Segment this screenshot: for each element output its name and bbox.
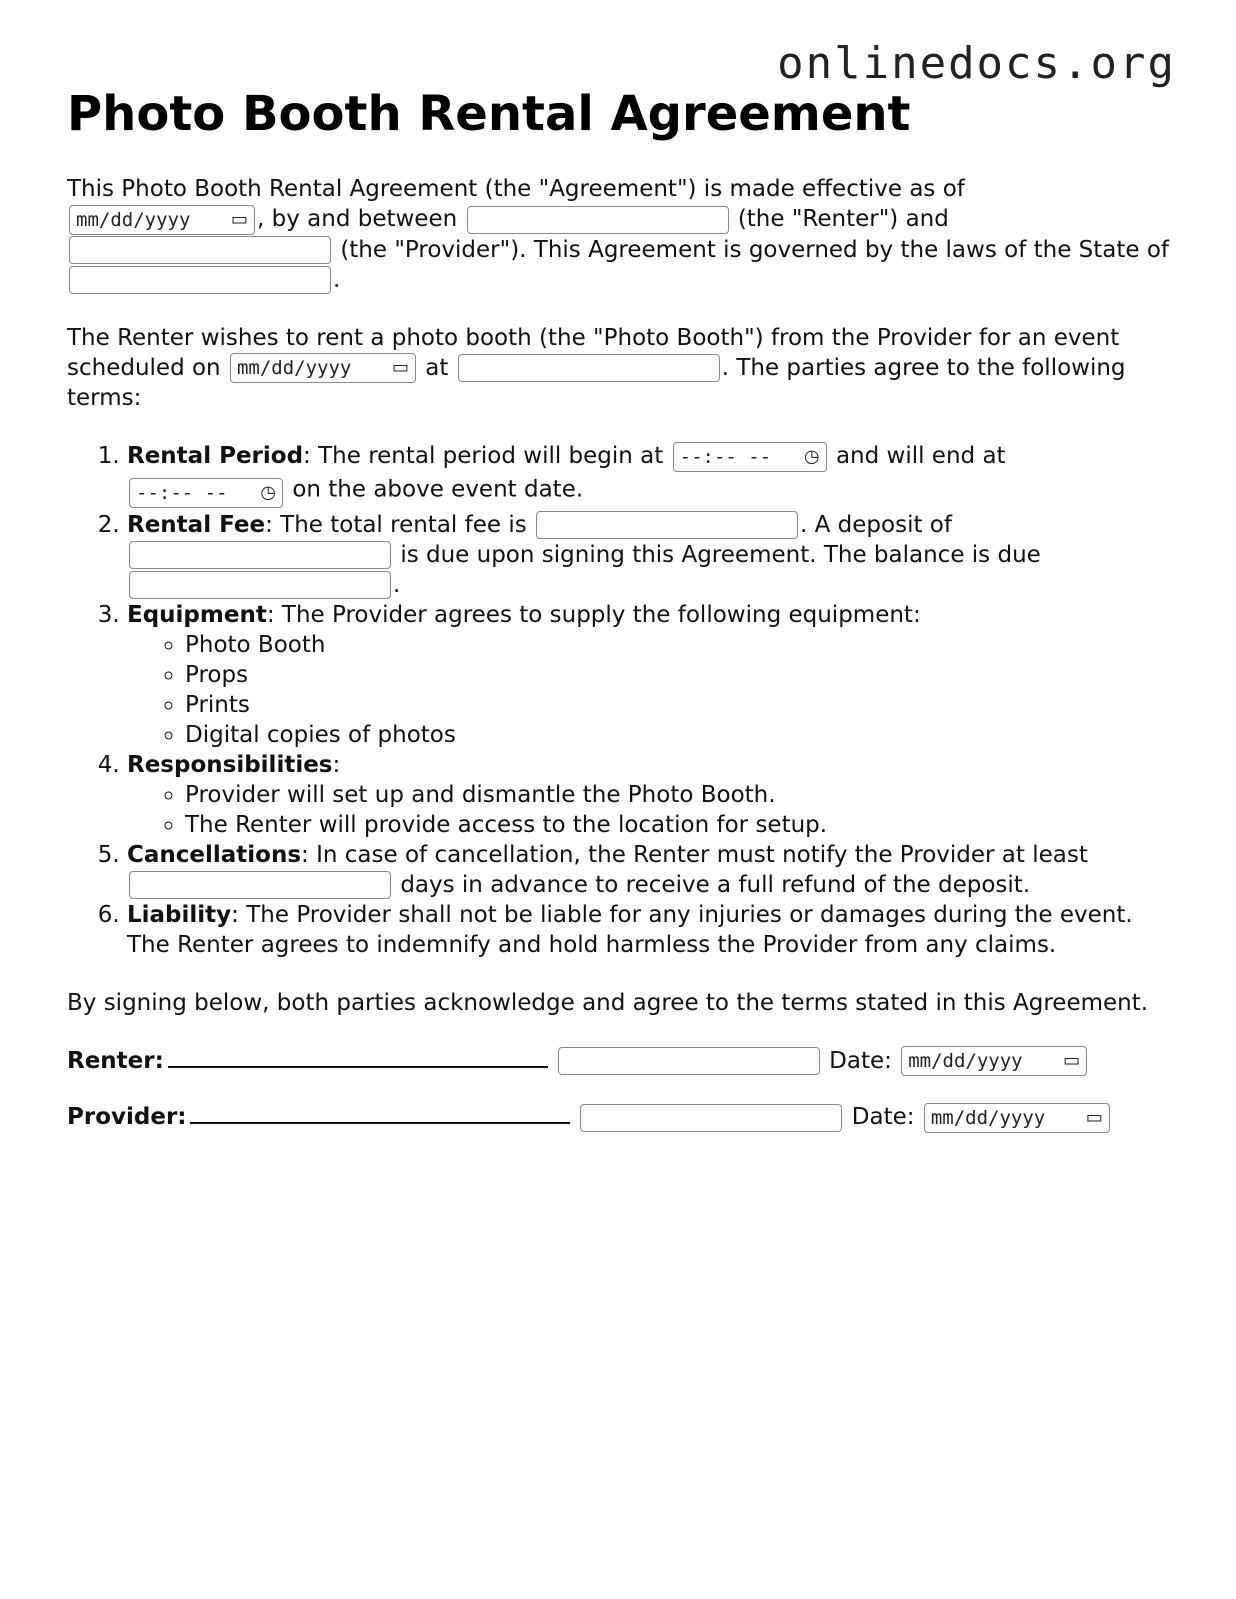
balance-due-input[interactable]: [129, 571, 391, 599]
page-title: Photo Booth Rental Agreement: [67, 86, 911, 142]
intro-paragraph: This Photo Booth Rental Agreement (the "Agreement") is made effective as of mm/dd/yyyy ▭ , by and between (the "Renter") and (the "Provider"). This Agreement is governed by the laws of the State of .: [67, 176, 1170, 293]
clock-icon: ◷: [260, 481, 276, 503]
list-item: ◦ Provider will set up and dismantle the Photo Booth.: [185, 780, 1177, 810]
event-paragraph: [67, 323, 1177, 414]
date-label: Date:: [829, 1047, 892, 1074]
renter-name-input[interactable]: [467, 206, 729, 234]
provider-printed-name-input[interactable]: [580, 1104, 842, 1132]
state-input[interactable]: [69, 266, 331, 294]
event-date-input[interactable]: mm/dd/yyyy ▭: [230, 353, 416, 383]
list-item: ◦ Digital copies of photos: [185, 720, 1177, 750]
provider-signature-row: [67, 1102, 1177, 1133]
deposit-input[interactable]: [129, 541, 391, 569]
responsibilities-list: [127, 780, 1177, 840]
watermark: onlinedocs.org: [777, 38, 1176, 89]
renter-signature-line[interactable]: [168, 1048, 548, 1068]
provider-signature-line[interactable]: [190, 1104, 570, 1124]
clock-icon: ◷: [803, 445, 820, 467]
cancellation-days-input[interactable]: [129, 871, 391, 899]
intro-text-3: (the "Renter") and: [737, 206, 949, 232]
term-liability: 6. Liability: The Provider shall not be liable for any injuries or damages during the event. The Renter agrees to indemnify and hold harmless the Provider from any claims.: [127, 900, 1177, 960]
terms-list: [67, 441, 1177, 960]
renter-signature-row: [67, 1046, 1177, 1077]
term-responsibilities: 4. Responsibilities: ◦ Provider will set up and dismantle the Photo Booth. ◦ The Renter will provide access to the location for setup.: [127, 750, 1177, 840]
provider-label: Provider:: [67, 1104, 187, 1130]
effective-date-input[interactable]: mm/dd/yyyy ▭: [69, 205, 255, 235]
term-cancellations: 5. Cancellations: In case of cancellation, the Renter must notify the Provider at least days in advance to receive a full refund of the deposit.: [127, 840, 1177, 900]
term-rental-fee: 2. Rental Fee: The total rental fee is . A deposit of is due upon signing this Agreement. The balance is due .: [127, 510, 1177, 600]
list-item: ◦ The Renter will provide access to the location for setup.: [185, 810, 1177, 840]
renter-printed-name-input[interactable]: [558, 1047, 820, 1075]
event-location-input[interactable]: [458, 354, 720, 382]
event-text-2: at: [425, 354, 449, 381]
event-text-1: The Renter wishes to rent a photo booth (the "Photo Booth") from the Provider for an event scheduled on: [67, 324, 1120, 381]
term-heading: Liability: [127, 901, 232, 928]
event-text-3: . The parties agree to the following terms:: [67, 354, 1126, 411]
calendar-icon: ▭: [1063, 1050, 1081, 1071]
intro-text-4: (the "Provider"). This Agreement is governed by the laws of the State of: [340, 236, 1170, 263]
term-equipment: 3. Equipment: The Provider agrees to supply the following equipment: ◦ Photo Booth ◦ Props ◦ Prints ◦ Digital copies of photos: [127, 600, 1177, 750]
calendar-icon: ▭: [230, 208, 248, 230]
term-heading: Equipment: [127, 601, 267, 628]
closing-paragraph: By signing below, both parties acknowledge and agree to the terms stated in this Agreement.: [67, 989, 1149, 1016]
term-heading: Cancellations: [127, 841, 302, 868]
renter-date-input[interactable]: mm/dd/yyyy ▭: [901, 1046, 1087, 1076]
equipment-list: [127, 630, 1177, 750]
agreement-document: [67, 84, 1177, 1159]
provider-date-input[interactable]: mm/dd/yyyy ▭: [924, 1103, 1110, 1133]
list-item: ◦ Props: [185, 660, 1177, 690]
renter-label: Renter:: [67, 1047, 164, 1074]
end-time-input[interactable]: --:-- -- ◷: [129, 478, 283, 508]
calendar-icon: ▭: [1085, 1106, 1103, 1128]
date-label: Date:: [851, 1104, 915, 1130]
intro-text-2: , by and between: [257, 206, 458, 232]
term-rental-period: 1. Rental Period: The rental period will begin at --:-- -- ◷ and will end at --:-- -- ◷ on the above event date.: [127, 441, 1177, 508]
provider-name-input[interactable]: [69, 236, 331, 264]
rental-fee-input[interactable]: [536, 511, 798, 539]
list-item: ◦ Prints: [185, 690, 1177, 720]
term-heading: Rental Fee: [127, 511, 266, 538]
list-item: ◦ Photo Booth: [185, 630, 1177, 660]
calendar-icon: ▭: [391, 357, 409, 378]
term-heading: Responsibilities: [127, 751, 333, 778]
intro-text-1: This Photo Booth Rental Agreement (the "Agreement") is made effective as of: [67, 176, 965, 202]
term-heading: Rental Period: [127, 443, 304, 469]
start-time-input[interactable]: --:-- -- ◷: [673, 442, 827, 472]
